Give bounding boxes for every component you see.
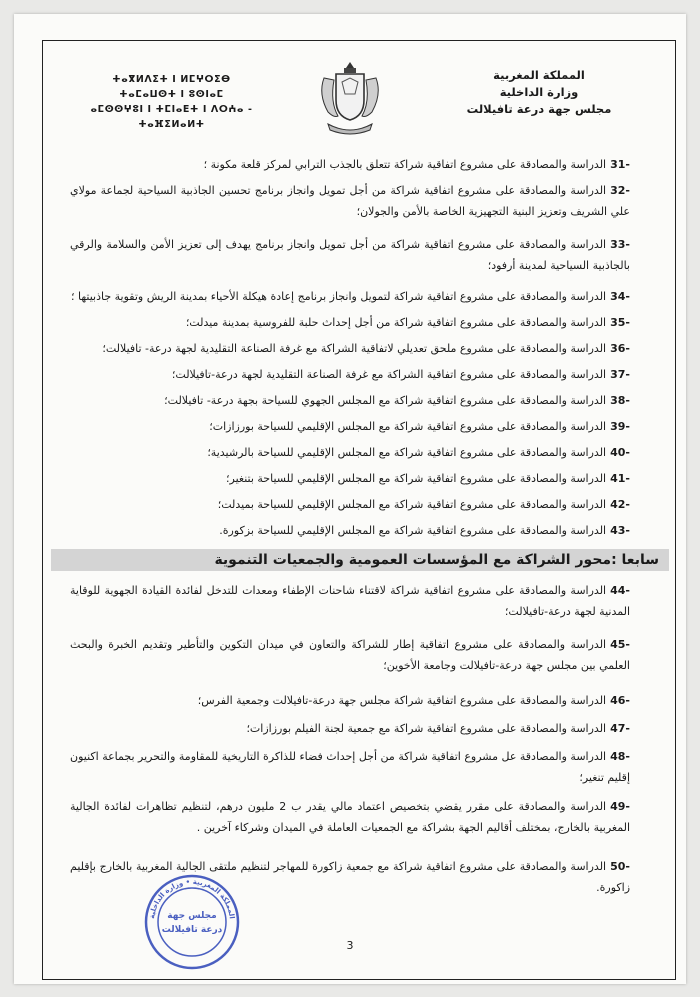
- agenda-item: -38الدراسة والمصادقة على مشروع اتفاقية شراكة مع المجلس الجهوي للسياحة بجهة درعة- تافيلالت؛: [164, 394, 630, 407]
- agenda-item: -42الدراسة والمصادقة على مشروع اتفاقية شراكة مع المجلس الإقليمي للسياحة بميدلت؛: [217, 498, 630, 511]
- agenda-item: -36الدراسة والمصادقة على مشروع ملحق تعديلي لاتفاقية الشراكة مع غرفة الصناعة التقليدية لجهة درعة- تافيلالت؛: [102, 342, 630, 355]
- letterhead: [14, 14, 686, 154]
- agenda-item: -49الدراسة والمصادقة على مقرر يقضي بتخصيص اعتماد مالي يقدر ب 2 مليون درهم، لتنظيم تظاهرات لفائدة الجالية المغربية بالخارج، بمختلف أقاليم الجهة بشراكة مع الجمعيات العاملة في الميدان وشركاء آخرين .: [70, 800, 630, 834]
- council-name-tifinagh: ⴰⵎⵙⵙⵖⵓⵏ ⵏ ⵜⵎⵏⴰⴹⵜ ⵏ ⴷⵔⵄⴰ - ⵜⴰⴼⵉⵍⴰⵍⵜ: [90, 104, 253, 130]
- agenda-item: -33الدراسة والمصادقة على مشروع اتفاقية شراكة من أجل تمويل وانجاز برنامج يهدف إلى تعزيز الأمن والسلامة والرقي بالجاذبية السياحية لمدينة أرفود؛: [70, 238, 630, 272]
- agenda-item: -43الدراسة والمصادقة على مشروع اتفاقية شراكة مع المجلس الإقليمي للسياحة بزكورة.: [219, 524, 630, 537]
- page-number: 3: [346, 939, 354, 952]
- letterhead-tifinagh: [64, 72, 279, 132]
- document-page: [14, 14, 686, 984]
- agenda-item: -48الدراسة والمصادقة عل مشروع اتفاقية شراكة من أجل إحداث فضاء للذاكرة التاريخية للمقاومة والتحرير بجماعة اكنيون إقليم تنغير؛: [70, 750, 630, 784]
- agenda-item: -35الدراسة والمصادقة على مشروع اتفاقية شراكة من أجل إحداث حلبة للفروسية بمدينة ميدلت؛: [185, 316, 630, 329]
- agenda-item: -32الدراسة والمصادقة على مشروع اتفاقية شراكة من أجل تمويل وانجاز برنامج تحسين الجاذبية السياحية لجماعة مولاي علي الشريف وتعزيز البنية التجهيزية الخاصة بالأمن والجولان؛: [70, 184, 630, 218]
- kingdom-name-tifinagh: ⵜⴰⴳⵍⴷⵉⵜ ⵏ ⵍⵎⵖⵔⵉⴱ: [112, 74, 231, 85]
- official-stamp-icon: [142, 872, 242, 972]
- agenda-item: -46الدراسة والمصادقة على مشروع اتفاقية شراكة مجلس جهة درعة-تافيلالت وجمعية الفرس؛: [197, 694, 630, 707]
- council-name: مجلس جهة درعة تافيلالت: [466, 102, 612, 116]
- stamp-text-top: مجلس جهة: [167, 911, 217, 921]
- agenda-item: -34الدراسة والمصادقة على مشروع اتفاقية شراكة لتمويل وانجاز برنامج إعادة هيكلة الأحياء بمدينة الريش وتقوية جاذبيتها ؛: [71, 290, 630, 303]
- stamp-ring-text: المملكة المغربية • وزارة الداخلية: [148, 877, 236, 920]
- agenda-item: -37الدراسة والمصادقة على مشروع اتفاقية الشراكة مع غرفة الصناعة التقليدية لجهة درعة-تافيلالت؛: [171, 368, 630, 381]
- royal-emblem-icon: [316, 58, 384, 138]
- agenda-item: -39الدراسة والمصادقة على مشروع اتفاقية شراكة مع المجلس الإقليمي للسياحة بورزازات؛: [209, 420, 630, 433]
- agenda-item: -44الدراسة والمصادقة على مشروع اتفاقية شراكة لاقتناء شاحنات الإطفاء ومعدات للتدخل لفائدة القيادة الجهوية للوقاية المدنية لجهة درعة-تافيلالت؛: [70, 584, 630, 618]
- letterhead-arabic: [454, 67, 624, 118]
- agenda-item: -50الدراسة والمصادقة على مشروع اتفاقية شراكة مع جمعية زاكورة للمهاجر لتنظيم ملتقى الجالية المغربية بالخارج بإقليم زاكورة.: [70, 860, 630, 894]
- agenda-item: -40الدراسة والمصادقة على مشروع اتفاقية شراكة مع المجلس الإقليمي للسياحة بالرشيدية؛: [207, 446, 630, 459]
- ministry-name-tifinagh: ⵜⴰⵎⴰⵡⵙⵜ ⵏ ⵓⵙⵏⴰⵎ: [119, 89, 224, 100]
- kingdom-name: المملكة المغربية: [493, 68, 585, 82]
- agenda-item: -31الدراسة والمصادقة على مشروع اتفاقية شراكة تتعلق بالجذب الترابي لمركز قلعة مكونة ؛: [203, 158, 630, 171]
- agenda-item: -41الدراسة والمصادقة على مشروع اتفاقية شراكة مع المجلس الإقليمي للسياحة بتنغير؛: [226, 472, 630, 485]
- stamp-text-middle: درعة تافيلالت: [161, 925, 223, 935]
- agenda-item: -47الدراسة والمصادقة على مشروع اتفاقية شراكة مع جمعية لجنة الفيلم بورزازات؛: [246, 722, 630, 735]
- ministry-name: وزارة الداخلية: [499, 85, 579, 99]
- section-heading: سابعا :محور الشراكة مع المؤسسات العمومية والجمعيات التنموية: [51, 549, 669, 571]
- agenda-item: -45الدراسة والمصادقة على مشروع اتفاقية إطار للشراكة والتعاون في ميدان التكوين والتأطير وتقديم الخبرة والبحث العلمي بين مجلس جهة درعة-تافيلالت وجامعة الأخوين؛: [70, 638, 630, 672]
